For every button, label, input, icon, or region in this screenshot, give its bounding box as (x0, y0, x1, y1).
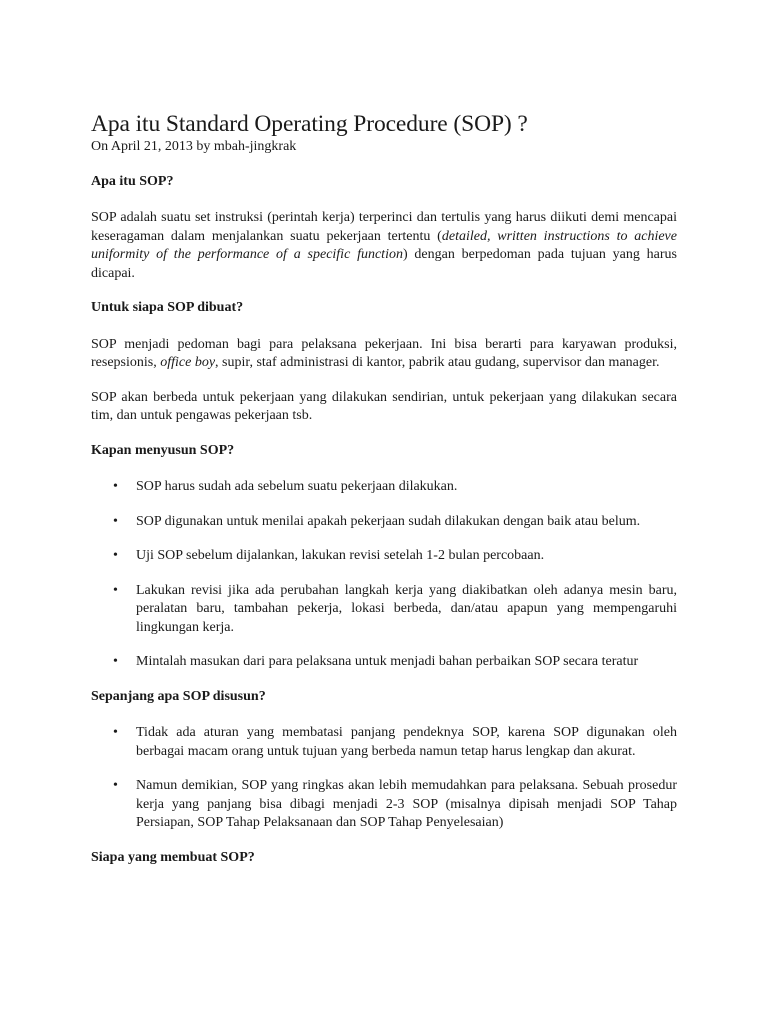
article-title: Apa itu Standard Operating Procedure (SOP) ? (91, 111, 528, 137)
section-heading-untuk-siapa: Untuk siapa SOP dibuat? (91, 300, 244, 315)
emphasis-text: office boy (160, 355, 216, 370)
section-heading-kapan: Kapan menyusun SOP? (91, 442, 235, 458)
paragraph-text: SOP menjadi pedoman bagi para pelaksana pekerjaan. Ini bisa berarti para karyawan produksi, resepsionis, (91, 336, 677, 370)
list-item (91, 513, 677, 532)
emphasis-text: detailed, written instructions to achieve uniformity of the performance of a specific function (91, 228, 677, 262)
bullet-list-kapan (91, 478, 677, 672)
section-heading-apa-itu-sop: Apa itu SOP? (91, 173, 174, 189)
list-item (91, 653, 677, 672)
list-item-text: SOP harus sudah ada sebelum suatu pekerjaan dilakukan. (136, 479, 458, 494)
bullet-icon: • (113, 654, 118, 669)
list-item (91, 777, 677, 833)
list-item-text: SOP digunakan untuk menilai apakah pekerjaan sudah dilakukan dengan baik atau belum. (136, 513, 641, 529)
article-meta: On April 21, 2013 by mbah-jingkrak (91, 139, 297, 154)
paragraph-text: ) dengan berpedoman pada tujuan yang harus dicapai. (91, 247, 677, 281)
list-item-text: Uji SOP sebelum dijalankan, lakukan revisi setelah 1-2 bulan percobaan. (136, 548, 545, 563)
list-item-text: Mintalah masukan dari para pelaksana untuk menjadi bahan perbaikan SOP secara teratur (136, 654, 639, 669)
section-heading-siapa: Siapa yang membuat SOP? (91, 849, 255, 865)
paragraph-text: SOP adalah suatu set instruksi (perintah kerja) terperinci dan tertulis yang harus diikuti demi mencapai keseragaman dalam menjalankan suatu pekerjaan tertentu ( (91, 210, 677, 244)
paragraph-differences: SOP akan berbeda untuk pekerjaan yang dilakukan sendirian, untuk pekerjaan yang dilakukan secara tim, dan untuk pengawas pekerjaan tsb. (91, 389, 677, 423)
bullet-list-sepanjang (91, 724, 677, 833)
list-item (91, 478, 677, 497)
paragraph-definition (91, 209, 677, 283)
bullet-icon: • (113, 582, 118, 598)
section-heading-sepanjang: Sepanjang apa SOP disusun? (91, 688, 266, 704)
bullet-icon: • (113, 778, 118, 793)
bullet-icon: • (113, 513, 118, 529)
bullet-icon: • (113, 725, 118, 740)
bullet-icon: • (113, 548, 118, 563)
list-item (91, 724, 677, 761)
list-item (91, 582, 677, 638)
paragraph-text: , supir, staf administrasi di kantor, pabrik atau gudang, supervisor dan manager. (215, 355, 660, 370)
list-item-text: Tidak ada aturan yang membatasi panjang pendeknya SOP, karena SOP digunakan oleh berbagai macam orang untuk tujuan yang berbeda namun tetap harus lengkap dan akurat. (136, 725, 677, 759)
bullet-icon: • (113, 479, 118, 494)
document-page (91, 110, 677, 885)
list-item-text: Namun demikian, SOP yang ringkas akan lebih memudahkan para pelaksana. Sebuah prosedur kerja yang panjang bisa dibagi menjadi 2-3 SOP (misalnya dipisah menjadi SOP Tahap Persiapan, SOP Tahap Pelaksanaan dan SOP Tahap Penyelesaian) (136, 778, 677, 830)
list-item (91, 547, 677, 566)
paragraph-audience (91, 336, 677, 373)
list-item-text: Lakukan revisi jika ada perubahan langkah kerja yang diakibatkan oleh adanya mesin baru, peralatan baru, tambahan pekerja, lokasi berbeda, dan/atau apapun yang mempengaruhi lingkungan kerja. (136, 582, 677, 635)
